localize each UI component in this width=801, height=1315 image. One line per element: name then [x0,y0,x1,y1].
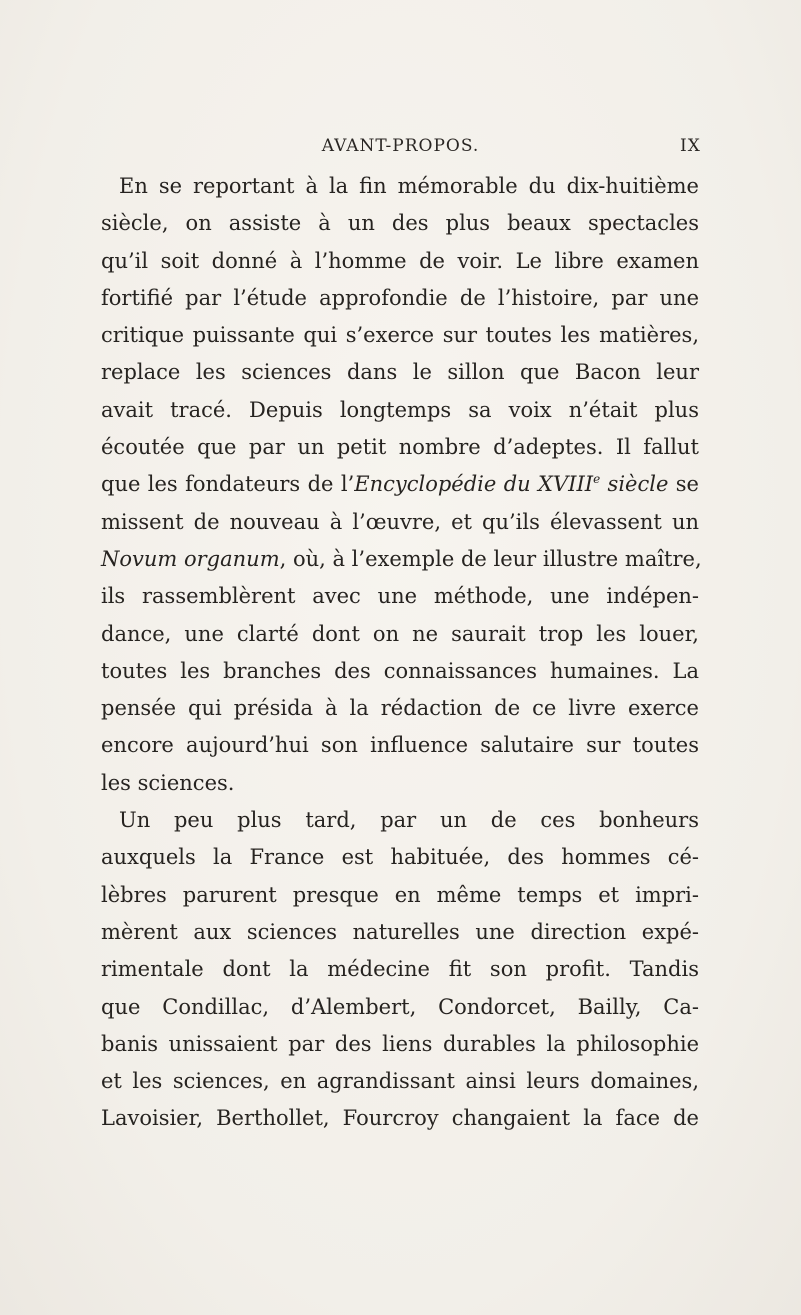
text-line: Lavoisier, Berthollet, Fourcroy changaient la face de [101,1106,699,1131]
text-line: qu’il soit donné à l’homme de voir. Le libre examen [101,248,699,273]
text-segment: , où, à l’exemple de leur illustre maître, [279,546,702,571]
running-head [0,136,801,166]
text-line: replace les sciences dans le sillon que Bacon leur [101,360,699,385]
text-segment: se [668,472,699,497]
text-line: mèrent aux sciences naturelles une direction expé- [101,919,699,944]
text-line: encore aujourd’hui son influence salutaire sur toutes [101,733,699,758]
italic-title: Encyclopédie du XVIII [354,472,594,497]
text-line: avait tracé. Depuis longtemps sa voix n’était plus [101,397,699,422]
text-line: banis unissaient par des liens durables la philosophie [101,1031,699,1056]
text-line: que Condillac, d’Alembert, Condorcet, Bailly, Ca- [101,994,699,1019]
text-line: Un peu plus tard, par un de ces bonheurs [119,808,699,833]
text-line: fortifié par l’étude approfondie de l’histoire, par une [101,285,699,310]
text-line: rimentale dont la médecine fit son profit. Tandis [101,957,699,982]
page-number: IX [680,136,701,156]
text-line: ils rassemblèrent avec une méthode, une indépen- [101,584,699,609]
text-line: pensée qui présida à la rédaction de ce livre exerce [101,696,699,721]
text-line [101,541,702,578]
italic-title-cont: siècle [600,472,669,497]
text-line: critique puissante qui s’exerce sur toutes les matières, [101,323,699,348]
text-line: les sciences. [101,770,235,795]
text-line [101,466,699,503]
text-line: siècle, on assiste à un des plus beaux spectacles [101,211,699,236]
superscript: e [593,472,601,487]
text-line: lèbres parurent presque en même temps et impri- [101,882,699,907]
text-line: écoutée que par un petit nombre d’adeptes. Il fallut [101,435,699,460]
italic-title: Novum organum [101,546,280,571]
body-text [101,168,702,1138]
running-title: AVANT-PROPOS. [321,136,480,156]
text-segment: que les fondateurs de l’ [101,472,355,497]
text-line: missent de nouveau à l’œuvre, et qu’ils élevassent un [101,509,699,534]
text-line: toutes les branches des connaissances humaines. La [101,658,699,683]
text-line: et les sciences, en agrandissant ainsi leurs domaines, [101,1069,699,1094]
text-line: auxquels la France est habituée, des hommes cé- [101,845,699,870]
text-line: En se reportant à la fin mémorable du dix-huitième [119,174,699,198]
text-line: dance, une clarté dont on ne saurait trop les louer, [101,621,699,646]
